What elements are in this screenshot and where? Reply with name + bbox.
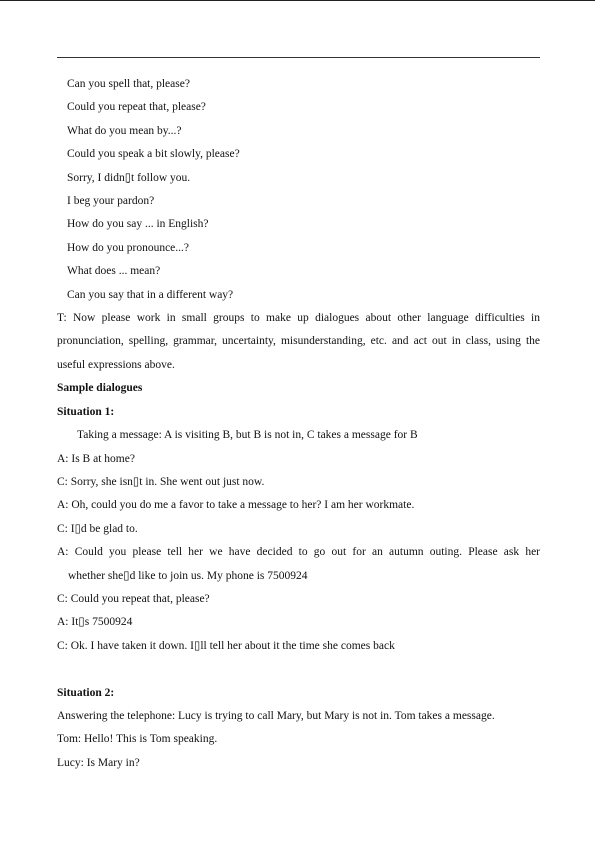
expression-line: How do you say ... in English? xyxy=(67,218,209,231)
spacer xyxy=(57,658,540,681)
dialogue-line-continued: whether she▯d like to join us. My phone is 7500924 xyxy=(68,569,308,582)
expression-line: Can you say that in a different way? xyxy=(67,288,234,301)
sample-dialogues-heading: Sample dialogues xyxy=(57,382,143,395)
instruction-line: T: Now please work in small groups to make up dialogues about other language difficulties in xyxy=(57,312,540,325)
dialogue-line: C: Sorry, she isn▯t in. She went out just now. xyxy=(57,475,265,488)
expression-line: Could you speak a bit slowly, please? xyxy=(67,148,240,161)
instruction-line: useful expressions above. xyxy=(57,358,175,371)
dialogue-line: C: Could you repeat that, please? xyxy=(57,592,210,605)
dialogue-line: Tom: Hello! This is Tom speaking. xyxy=(57,733,218,746)
page-top-border xyxy=(0,0,595,1)
instruction-line: pronunciation, spelling, grammar, uncertainty, misunderstanding, etc. and act out in class, using the xyxy=(57,335,540,348)
dialogue-line: A: Is B at home? xyxy=(57,452,135,465)
situation-2-heading: Situation 2: xyxy=(57,686,115,699)
situation-1-heading: Situation 1: xyxy=(57,405,115,418)
dialogue-line: C: I▯d be glad to. xyxy=(57,522,138,535)
expression-line: What does ... mean? xyxy=(67,265,161,278)
dialogue-line: A: Could you please tell her we have decided to go out for an autumn outing. Please ask her xyxy=(57,546,540,559)
expression-line: I beg your pardon? xyxy=(67,195,155,208)
dialogue-line: C: Ok. I have taken it down. I▯ll tell her about it the time she comes back xyxy=(57,639,395,652)
expression-line: Can you spell that, please? xyxy=(67,78,190,90)
dialogue-line: A: It▯s 7500924 xyxy=(57,616,133,629)
header-rule xyxy=(57,57,540,58)
situation-2-intro: Answering the telephone: Lucy is trying to call Mary, but Mary is not in. Tom takes a message. xyxy=(57,709,495,722)
dialogue-line: Lucy: Is Mary in? xyxy=(57,756,140,769)
expression-line: How do you pronounce...? xyxy=(67,241,190,254)
expression-line: What do you mean by...? xyxy=(67,124,182,137)
expression-line: Sorry, I didn▯̣t follow you. xyxy=(67,171,191,184)
expression-line: Could you repeat that, please? xyxy=(67,101,206,114)
situation-1-intro: Taking a message: A is visiting B, but B is not in, C takes a message for B xyxy=(77,429,418,442)
document-body xyxy=(57,73,540,775)
dialogue-line: A: Oh, could you do me a favor to take a message to her? I am her workmate. xyxy=(57,499,415,512)
